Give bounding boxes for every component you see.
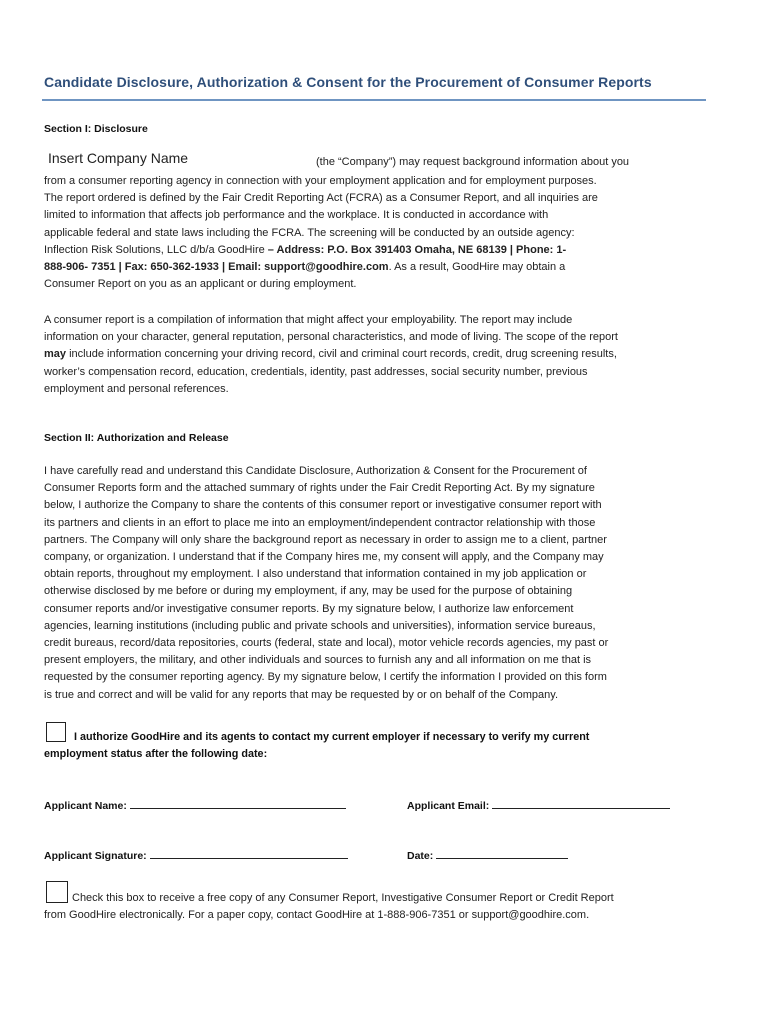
copy-option-line-1: Check this box to receive a free copy of any Consumer Report, Investigative Consumer Report or Credit Report bbox=[72, 892, 614, 904]
auth-line: is true and correct and will be valid for any reports that may be requested by or on behalf of the Company. bbox=[44, 688, 559, 701]
disclosure-line: applicable federal and state laws including the FCRA. The screening will be conducted by an outside agency: bbox=[44, 226, 575, 239]
agency-line bbox=[44, 242, 706, 259]
agency-contact: – Address: P.O. Box 391403 Omaha, NE 68139 | Phone: 1- bbox=[267, 243, 567, 256]
applicant-email-line[interactable] bbox=[492, 798, 670, 809]
auth-line: requested by the consumer reporting agency. By my signature below, I certify the information I provided on this form bbox=[44, 671, 607, 684]
auth-line: consumer reports and/or investigative consumer reports. By my signature below, I authorize law enforcement bbox=[44, 602, 574, 615]
applicant-name-field[interactable] bbox=[44, 798, 346, 812]
company-tail-text: (the “Company”) may request background information about you bbox=[316, 156, 630, 168]
disclosure-line: The report ordered is defined by the Fair Credit Reporting Act (FCRA) as a Consumer Report, and all inquiries are bbox=[44, 192, 598, 205]
applicant-signature-line[interactable] bbox=[150, 848, 348, 859]
auth-line: present employers, the military, and other individuals and sources to furnish any and all information on me that is bbox=[44, 654, 592, 667]
date-line[interactable] bbox=[436, 848, 568, 859]
report-line: employment and personal references. bbox=[44, 382, 229, 395]
disclosure-line: Consumer Report on you as an applicant or during employment. bbox=[44, 278, 357, 291]
report-line: worker’s compensation record, education, credentials, identity, past addresses, social security number, previous bbox=[44, 365, 588, 378]
applicant-name-label: Applicant Name: bbox=[44, 800, 130, 812]
authorize-line-1: I authorize GoodHire and its agents to contact my current employer if necessary to verify my current bbox=[74, 731, 590, 743]
auth-line: agencies, learning institutions (including public and private schools and universities), information service bureaus, bbox=[44, 619, 596, 632]
authorize-employer-checkbox[interactable] bbox=[46, 722, 66, 742]
section-1-heading: Section I: Disclosure bbox=[44, 123, 148, 135]
applicant-email-label: Applicant Email: bbox=[407, 800, 493, 812]
report-line: A consumer report is a compilation of information that might affect your employability. The report may include bbox=[44, 314, 573, 326]
free-copy-checkbox[interactable] bbox=[46, 881, 68, 903]
authorize-line-2: employment status after the following date: bbox=[44, 748, 268, 760]
auth-line: its partners and clients in an effort to place me into an employment/independent contractor relationship with those bbox=[44, 516, 596, 529]
disclosure-paragraph bbox=[44, 173, 706, 293]
disclosure-line: from a consumer reporting agency in connection with your employment application and for employment purposes. bbox=[44, 175, 597, 187]
auth-line: below, I authorize the Company to share the contents of this consumer report or investigative consumer report with bbox=[44, 499, 602, 512]
agency-line bbox=[44, 259, 706, 276]
report-line bbox=[44, 346, 706, 363]
auth-line: company, or organization. I understand that if the Company hires me, my consent will apply, and the Company may bbox=[44, 551, 604, 564]
agency-name: Inflection Risk Solutions, LLC d/b/a GoodHire bbox=[44, 243, 268, 256]
consumer-report-paragraph bbox=[44, 312, 706, 398]
disclosure-line: limited to information that affects job performance and the workplace. It is conducted in accordance with bbox=[44, 209, 549, 222]
company-name-field[interactable]: Insert Company Name bbox=[48, 150, 189, 166]
applicant-email-field[interactable] bbox=[407, 798, 670, 812]
date-label: Date: bbox=[407, 850, 437, 862]
agency-contact: 888-906- 7351 | Fax: 650-362-1933 | Email: support@goodhire.com bbox=[44, 261, 389, 274]
applicant-signature-label: Applicant Signature: bbox=[44, 850, 150, 862]
date-field[interactable] bbox=[407, 848, 568, 862]
auth-line: obtain reports, throughout my employment. I also understand that information contained in my job application or bbox=[44, 568, 587, 581]
auth-line: Consumer Reports form and the attached summary of rights under the Fair Credit Reporting Act. By my signature bbox=[44, 482, 595, 495]
applicant-signature-field[interactable] bbox=[44, 848, 348, 862]
copy-option-line-2: from GoodHire electronically. For a paper copy, contact GoodHire at 1-888-906-7351 or support@goodhire.com. bbox=[44, 909, 590, 921]
document-title: Candidate Disclosure, Authorization & Consent for the Procurement of Consumer Reports bbox=[44, 74, 652, 90]
auth-line: credit bureaus, record/data repositories, courts (federal, state and local), motor vehicle records agencies, my past or bbox=[44, 637, 609, 650]
auth-line: partners. The Company will only share the background report as necessary in order to assign me to a client, partner bbox=[44, 533, 607, 546]
auth-line: I have carefully read and understand this Candidate Disclosure, Authorization & Consent for the Procurement of bbox=[44, 465, 587, 477]
report-line: information on your character, general reputation, personal characteristics, and mode of living. The scope of the report bbox=[44, 331, 618, 344]
agency-after: . As a result, GoodHire may obtain a bbox=[388, 261, 566, 274]
report-line-rest: include information concerning your driving record, civil and criminal court records, credit, drug screening results, bbox=[66, 348, 617, 361]
section-2-heading: Section II: Authorization and Release bbox=[44, 432, 229, 444]
applicant-name-line[interactable] bbox=[130, 798, 346, 809]
may-emphasis: may bbox=[44, 348, 67, 361]
authorization-paragraph bbox=[44, 463, 706, 704]
auth-line: otherwise disclosed by me before or during my employment, if any, may be used for the purpose of obtaining bbox=[44, 585, 573, 598]
title-divider bbox=[42, 99, 706, 101]
